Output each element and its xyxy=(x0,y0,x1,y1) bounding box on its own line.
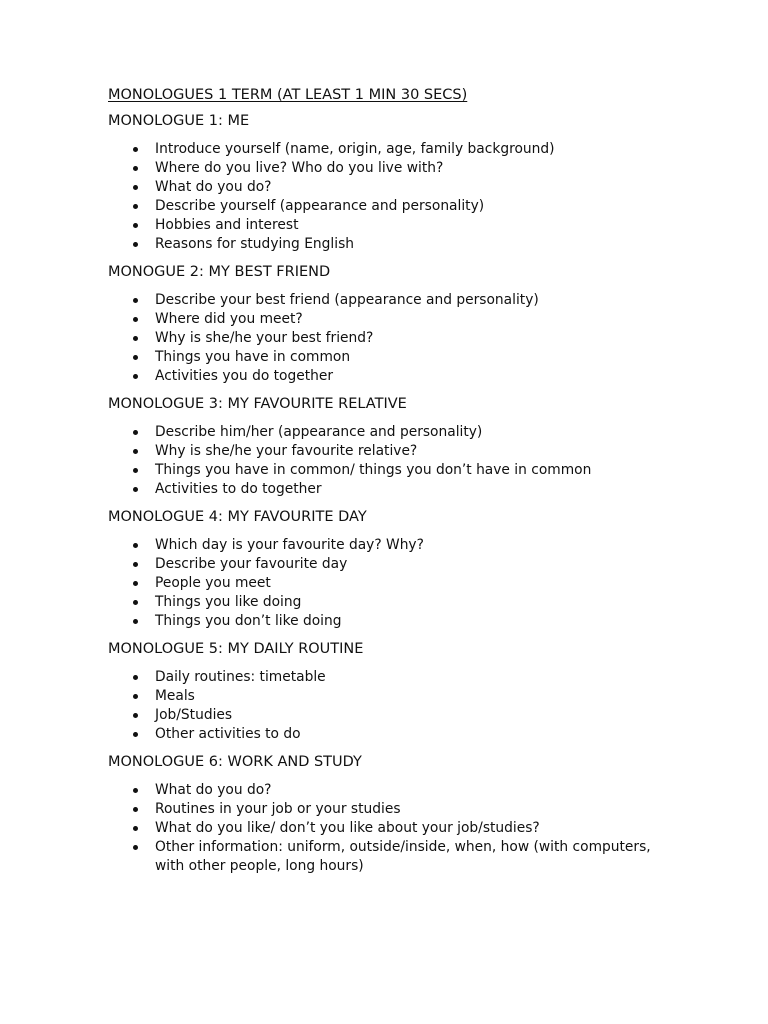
list-item-text: Things you have in common xyxy=(155,349,351,365)
document-page xyxy=(108,84,668,884)
bullet-icon xyxy=(133,600,138,605)
bullet-icon xyxy=(133,807,138,812)
bullet-icon xyxy=(133,204,138,209)
list-item xyxy=(108,442,668,461)
bullet-icon xyxy=(133,732,138,737)
section-heading: MONOLOGUE 5: MY DAILY ROUTINE xyxy=(108,641,364,657)
list-item-text: Things you have in common/ things you don’t have in common xyxy=(155,462,592,478)
list-item-text: Why is she/he your best friend? xyxy=(155,330,374,346)
bullet-list xyxy=(108,781,668,876)
list-item-text: Activities you do together xyxy=(155,368,334,384)
section-heading: MONOLOGUE 6: WORK AND STUDY xyxy=(108,754,362,770)
list-item xyxy=(108,838,665,876)
list-item-text: Things you don’t like doing xyxy=(155,613,342,629)
list-item-text: What do you do? xyxy=(155,782,272,798)
list-item-text: What do you do? xyxy=(155,179,272,195)
bullet-list xyxy=(108,291,668,386)
list-item-text: Describe your best friend (appearance and personality) xyxy=(155,292,539,308)
list-item xyxy=(108,706,668,725)
list-item xyxy=(108,216,668,235)
list-item-text: Hobbies and interest xyxy=(155,217,299,233)
section-monologue-4 xyxy=(108,507,668,631)
list-item xyxy=(108,536,668,555)
bullet-icon xyxy=(133,487,138,492)
list-item xyxy=(108,461,668,480)
list-item xyxy=(108,574,668,593)
bullet-icon xyxy=(133,543,138,548)
list-item-text: Other information: uniform, outside/inside, when, how (with computers, with other people, long hours) xyxy=(155,839,651,874)
bullet-icon xyxy=(133,147,138,152)
list-item xyxy=(108,668,668,687)
list-item-text: Where do you live? Who do you live with? xyxy=(155,160,444,176)
list-item-text: Meals xyxy=(155,688,195,704)
bullet-icon xyxy=(133,788,138,793)
list-item-text: Why is she/he your favourite relative? xyxy=(155,443,418,459)
bullet-icon xyxy=(133,449,138,454)
document-title: MONOLOGUES 1 TERM (AT LEAST 1 MIN 30 SECS) xyxy=(108,87,468,103)
list-item xyxy=(108,612,668,631)
bullet-icon xyxy=(133,430,138,435)
list-item xyxy=(108,348,668,367)
bullet-icon xyxy=(133,826,138,831)
list-item-text: Reasons for studying English xyxy=(155,236,355,252)
section-monologue-2 xyxy=(108,262,668,386)
bullet-icon xyxy=(133,468,138,473)
list-item xyxy=(108,291,668,310)
list-item-text: Job/Studies xyxy=(155,707,233,723)
section-heading: MONOLOGUE 1: ME xyxy=(108,113,250,129)
bullet-icon xyxy=(133,336,138,341)
list-item xyxy=(108,800,668,819)
list-item xyxy=(108,725,668,744)
list-item-text: Daily routines: timetable xyxy=(155,669,326,685)
list-item-text: What do you like/ don’t you like about your job/studies? xyxy=(155,820,540,836)
bullet-list xyxy=(108,423,668,499)
bullet-icon xyxy=(133,298,138,303)
list-item xyxy=(108,329,668,348)
list-item-text: Which day is your favourite day? Why? xyxy=(155,537,424,553)
bullet-icon xyxy=(133,374,138,379)
list-item xyxy=(108,235,668,254)
bullet-icon xyxy=(133,185,138,190)
bullet-icon xyxy=(133,713,138,718)
list-item-text: Where did you meet? xyxy=(155,311,303,327)
list-item xyxy=(108,423,668,442)
list-item xyxy=(108,687,668,706)
list-item-text: Other activities to do xyxy=(155,726,301,742)
list-item-text: People you meet xyxy=(155,575,271,591)
bullet-icon xyxy=(133,242,138,247)
bullet-icon xyxy=(133,355,138,360)
bullet-list xyxy=(108,668,668,744)
list-item-text: Describe yourself (appearance and personality) xyxy=(155,198,485,214)
list-item xyxy=(108,197,668,216)
list-item xyxy=(108,819,668,838)
list-item-text: Routines in your job or your studies xyxy=(155,801,401,817)
section-monologue-1 xyxy=(108,111,668,254)
list-item xyxy=(108,178,668,197)
bullet-icon xyxy=(133,581,138,586)
bullet-icon xyxy=(133,845,138,850)
list-item xyxy=(108,140,668,159)
section-heading: MONOLOGUE 4: MY FAVOURITE DAY xyxy=(108,509,367,525)
bullet-list xyxy=(108,536,668,631)
section-heading: MONOGUE 2: MY BEST FRIEND xyxy=(108,264,331,280)
list-item xyxy=(108,593,668,612)
bullet-list xyxy=(108,140,668,254)
section-monologue-5 xyxy=(108,639,668,744)
bullet-icon xyxy=(133,675,138,680)
list-item-text: Things you like doing xyxy=(155,594,302,610)
section-monologue-6 xyxy=(108,752,668,876)
list-item xyxy=(108,555,668,574)
section-heading: MONOLOGUE 3: MY FAVOURITE RELATIVE xyxy=(108,396,407,412)
list-item-text: Describe him/her (appearance and personality) xyxy=(155,424,483,440)
list-item xyxy=(108,781,668,800)
list-item xyxy=(108,159,668,178)
bullet-icon xyxy=(133,317,138,322)
list-item xyxy=(108,310,668,329)
list-item-text: Describe your favourite day xyxy=(155,556,348,572)
section-monologue-3 xyxy=(108,394,668,499)
list-item xyxy=(108,480,668,499)
bullet-icon xyxy=(133,562,138,567)
list-item xyxy=(108,367,668,386)
list-item-text: Introduce yourself (name, origin, age, family background) xyxy=(155,141,555,157)
bullet-icon xyxy=(133,694,138,699)
bullet-icon xyxy=(133,223,138,228)
list-item-text: Activities to do together xyxy=(155,481,322,497)
bullet-icon xyxy=(133,166,138,171)
bullet-icon xyxy=(133,619,138,624)
